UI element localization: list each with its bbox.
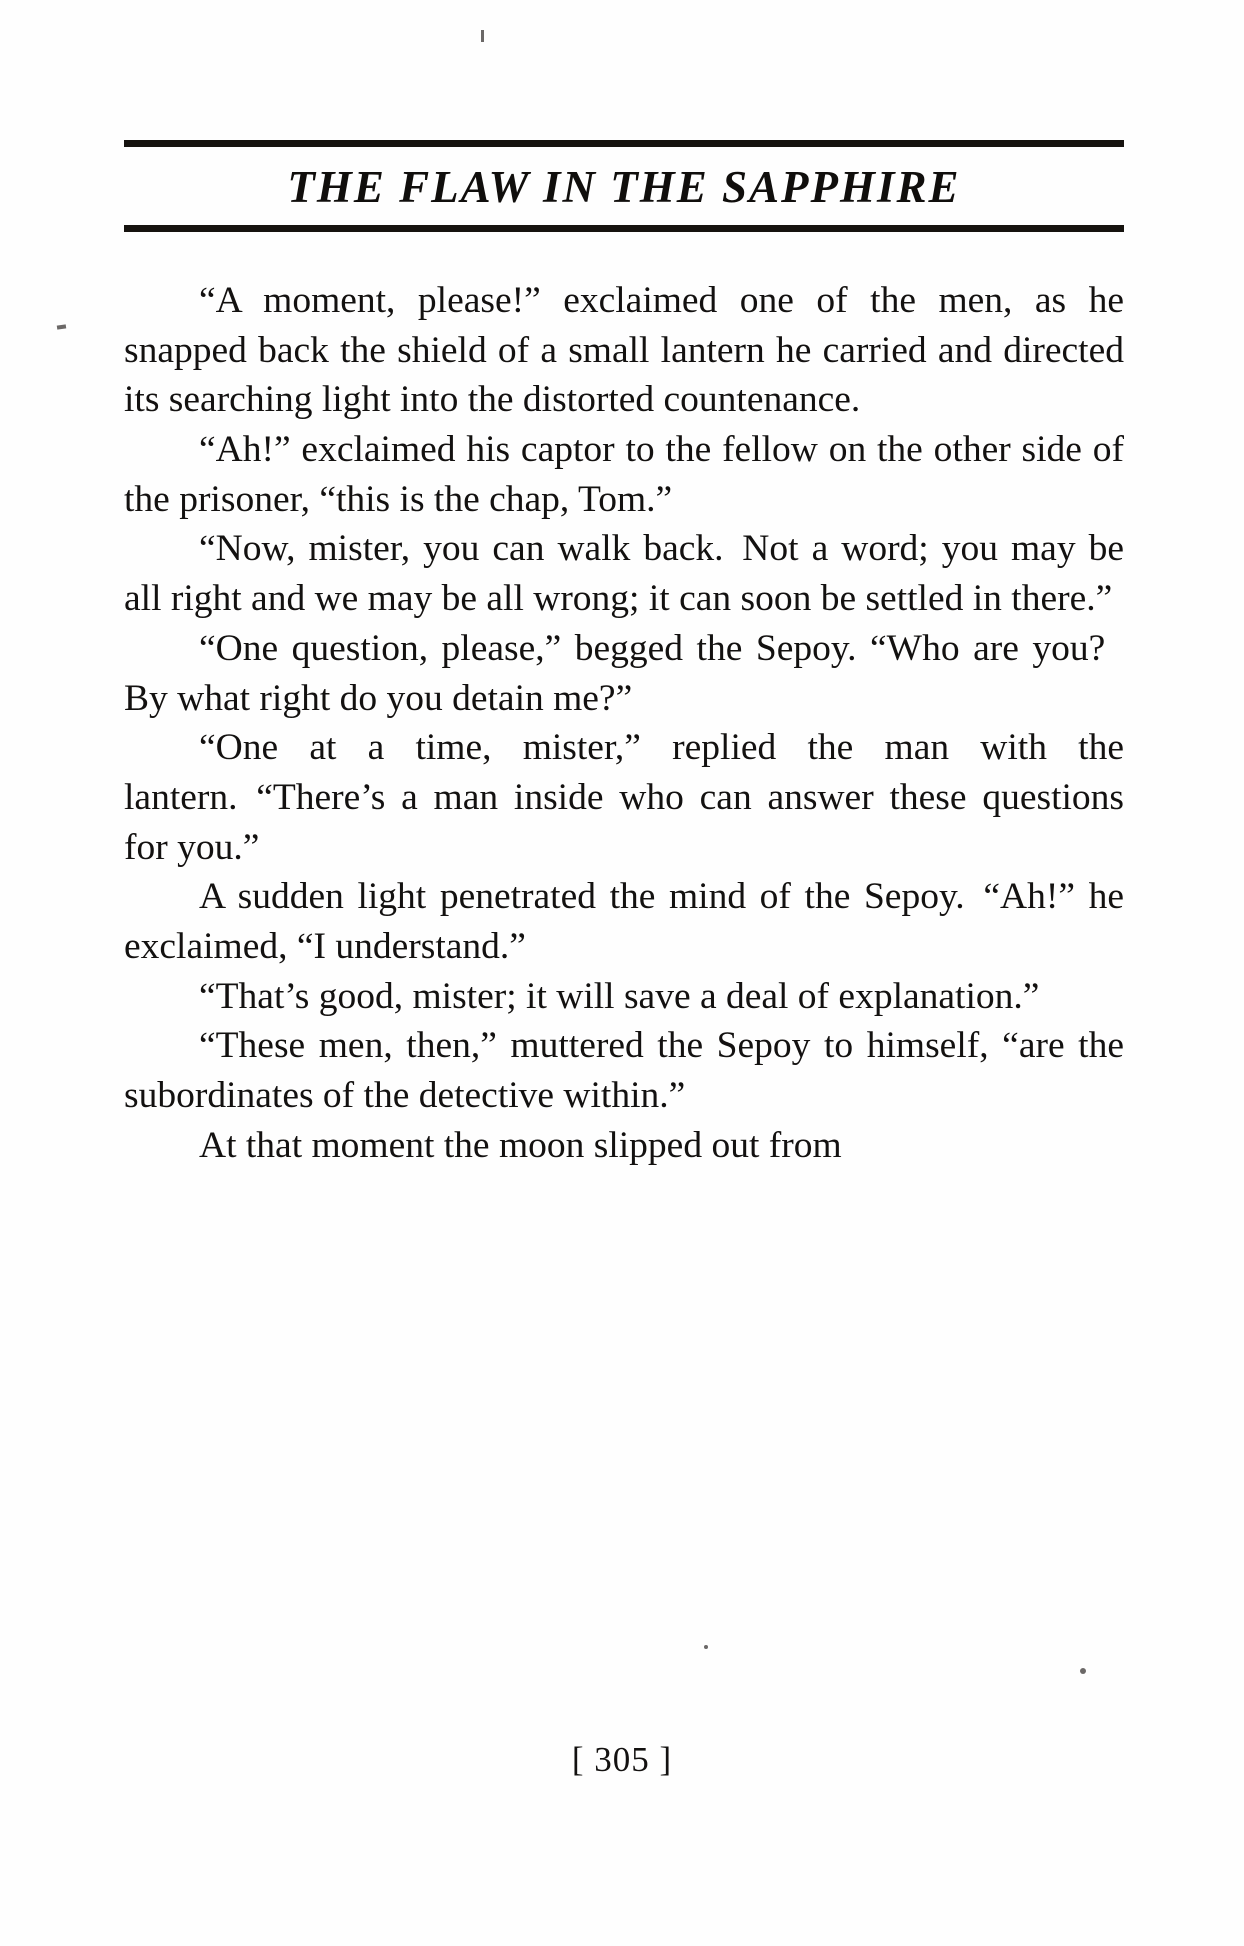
stray-ink-mark [704,1645,708,1649]
paragraph: A sudden light penetrated the mind of the Sepoy. “Ah!” he exclaimed, “I understand.” [124,876,1124,967]
page-title: THE FLAW IN THE SAPPHIRE [287,162,961,212]
stray-ink-mark [481,30,484,42]
paragraph: “A moment, please!” exclaimed one of the men, as he snapped back the shield of a small lantern he carried and directed its searching light into the distorted countenance. [124,280,1124,421]
paragraph: “Now, mister, you can walk back. Not a word; you may be all right and we may be all wrong; it can soon be settled in there.” [124,528,1124,620]
paragraph: “One question, please,” begged the Sepoy. “Who are you? By what right do you detain me?” [124,627,1124,719]
paragraph: At that moment the moon slipped out from [199,1124,842,1166]
body-text [124,276,1124,1170]
stray-ink-mark [1080,1668,1086,1674]
paragraph: “That’s good, mister; it will save a deal of explanation.” [199,975,1040,1017]
header-rule-top [124,140,1124,147]
header-rule-bottom [124,225,1124,232]
paragraph: “One at a time, mister,” replied the man with the lantern. “There’s a man inside who can answer these questions for you.” [124,727,1124,868]
paragraph: “These men, then,” muttered the Sepoy to himself, “are the subordinates of the detective within.” [124,1025,1124,1116]
page-content [124,140,1124,1170]
paragraph: “Ah!” exclaimed his captor to the fellow on the other side of the prisoner, “this is the chap, Tom.” [124,429,1124,520]
stray-ink-mark [57,324,66,329]
page-number: [ 305 ] [571,1740,673,1779]
